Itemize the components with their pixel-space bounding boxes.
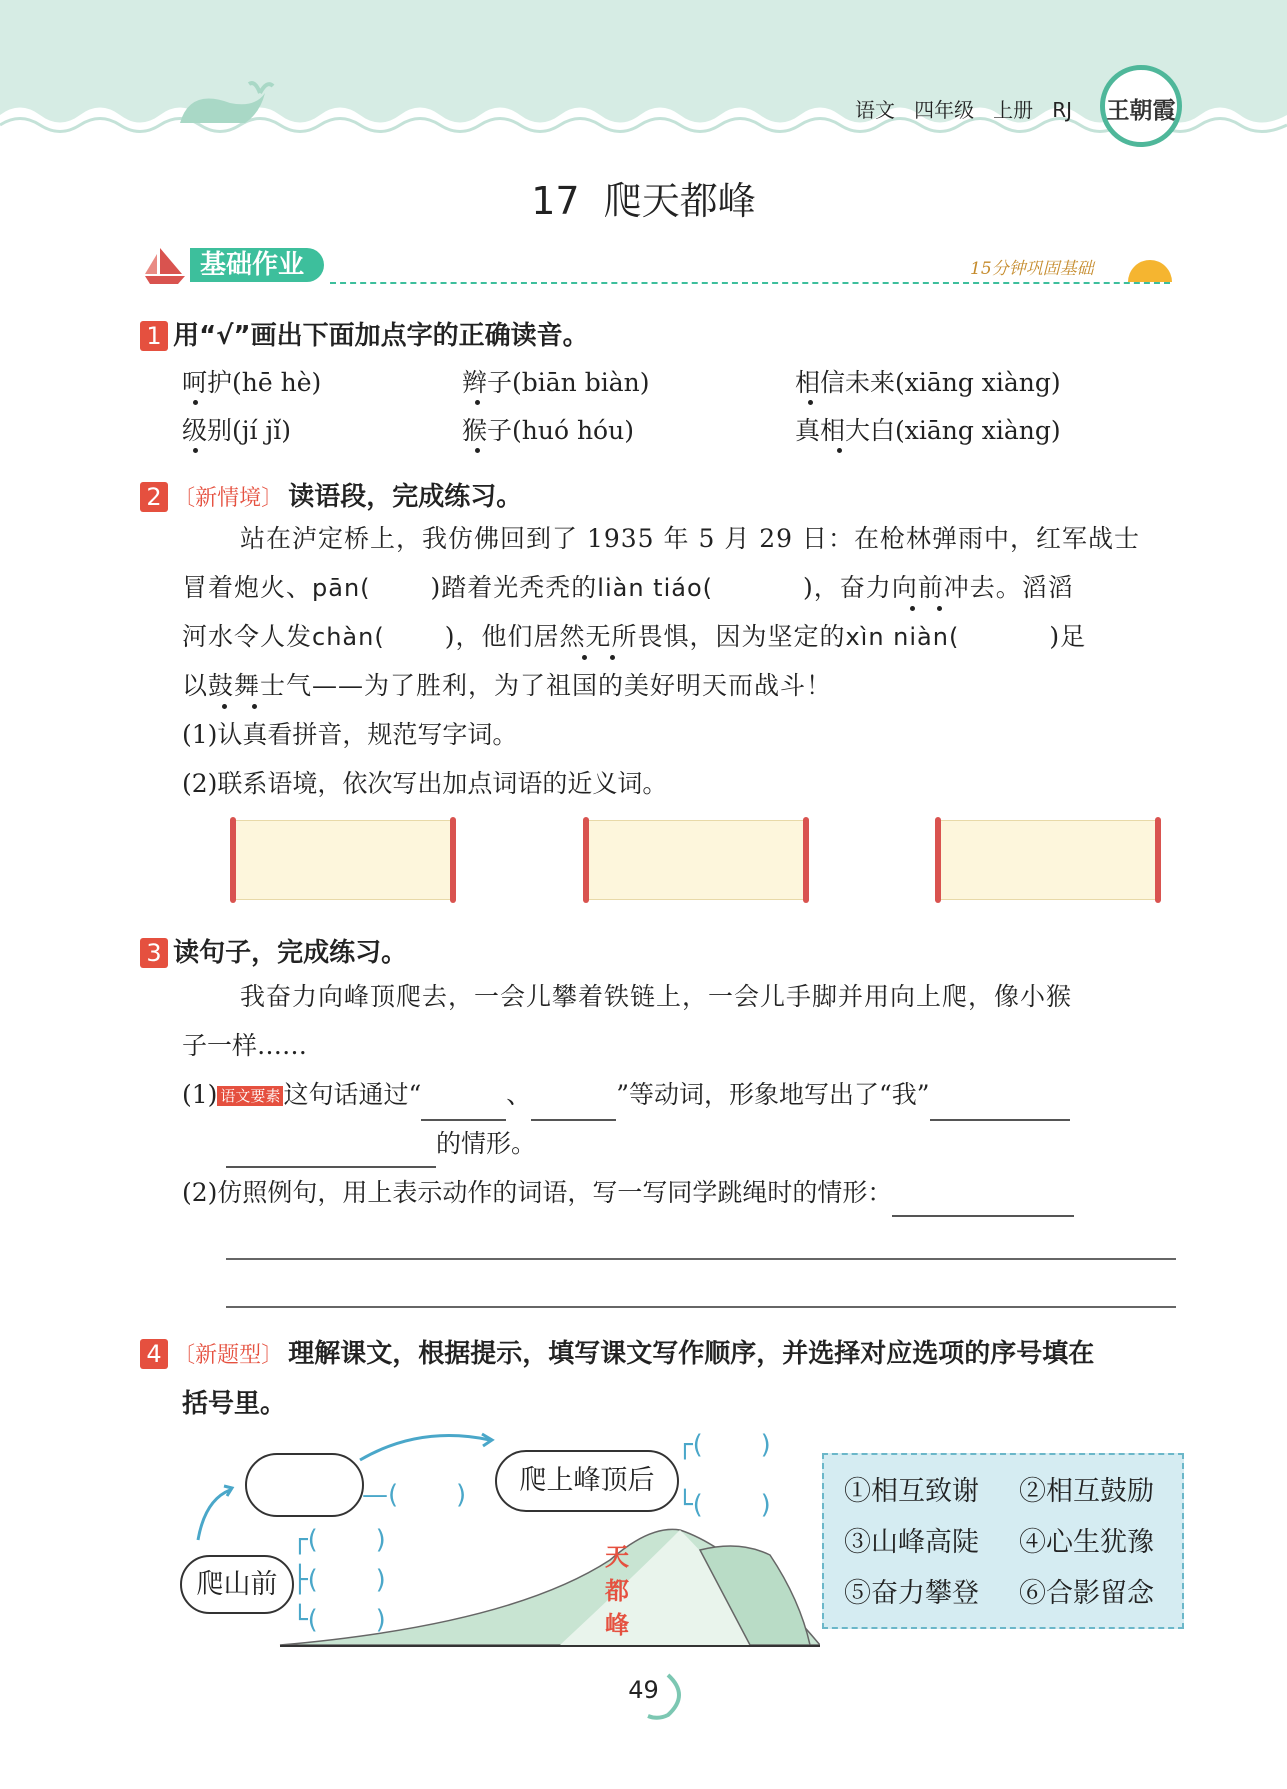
- question-title-cont: 括号里。: [182, 1389, 287, 1419]
- section-header: [140, 246, 1176, 286]
- emphasis-dot: [910, 606, 915, 611]
- lesson-title: 17 爬天都峰: [531, 179, 756, 223]
- option-item: ⑥合影留念: [1019, 1578, 1154, 1609]
- sun-icon: [1125, 254, 1175, 284]
- emphasis-dot: [837, 448, 842, 453]
- volume-label: 上册: [993, 98, 1034, 122]
- emphasis-dot: [475, 448, 480, 453]
- q1-item: 相信未来(xiāng xiàng): [795, 368, 1061, 397]
- answer-scroll[interactable]: [585, 820, 807, 900]
- passage-line: 我奋力向峰顶爬去，一会儿攀着铁链上，一会儿手脚并用向上爬，像小猴: [240, 982, 1073, 1011]
- before-climb-cloud: 爬山前: [180, 1555, 294, 1614]
- answer-paren[interactable]: └( ): [677, 1490, 771, 1520]
- grade-label: 四年级: [914, 98, 975, 122]
- page-number: 49: [628, 1676, 659, 1704]
- answer-paren[interactable]: ┌( ): [292, 1525, 386, 1555]
- option-item: ⑤奋力攀登: [844, 1578, 979, 1609]
- answer-paren[interactable]: └( ): [292, 1605, 386, 1635]
- q1-item: 级别(jí jǐ): [182, 416, 291, 445]
- emphasis-dot: [582, 655, 587, 660]
- question-number: 2: [140, 482, 168, 512]
- empty-cloud[interactable]: [245, 1453, 364, 1517]
- question-title: 读语段，完成练习。: [288, 482, 523, 512]
- question-1: [140, 315, 589, 352]
- sub-question: 的情形。: [226, 1119, 536, 1168]
- passage-line: 站在泸定桥上，我仿佛回到了 1935 年 5 月 29 日：在枪林弹雨中，红军战士: [240, 524, 1141, 553]
- question-title: 读句子，完成练习。: [173, 938, 408, 968]
- emphasis-dot: [222, 704, 227, 709]
- edition-label: RJ: [1052, 98, 1073, 122]
- option-item: ②相互鼓励: [1019, 1476, 1154, 1507]
- emphasis-dot: [610, 655, 615, 660]
- emphasis-dot: [937, 606, 942, 611]
- q1-item: 真相大白(xiāng xiàng): [795, 416, 1061, 445]
- passage-line: 冒着炮火、pān( )踏着光秃秃的liàn tiáo( )，奋力向前冲去。滔滔: [182, 573, 1074, 602]
- section-note: 15分钟巩固基础: [970, 259, 1094, 279]
- question-title: 用“√”画出下面加点字的正确读音。: [173, 321, 589, 351]
- question-title: 理解课文，根据提示，填写课文写作顺序，并选择对应选项的序号填在: [288, 1339, 1095, 1369]
- sub-question: (1)认真看拼音，规范写字词。: [182, 720, 518, 749]
- option-item: ③山峰高陡: [844, 1527, 979, 1558]
- question-3: [140, 932, 407, 969]
- blank-field[interactable]: [531, 1083, 616, 1121]
- blank-field[interactable]: [226, 1130, 436, 1168]
- answer-scroll[interactable]: [937, 820, 1159, 900]
- emphasis-dot: [475, 400, 480, 405]
- after-climb-cloud: 爬上峰顶后: [495, 1450, 679, 1512]
- whale-icon: [175, 78, 275, 128]
- section-divider: [330, 282, 1170, 284]
- passage-line: 河水令人发chàn( )，他们居然无所畏惧，因为坚定的xìn niàn( )足: [182, 622, 1087, 651]
- question-2: [140, 476, 522, 513]
- blank-field[interactable]: [930, 1083, 1070, 1121]
- question-number: 3: [140, 938, 168, 968]
- blank-field[interactable]: [421, 1083, 506, 1121]
- element-badge: 语文要素: [217, 1086, 283, 1106]
- sailboat-icon: [140, 246, 190, 286]
- question-tag: 〔新情境〕: [173, 486, 284, 511]
- question-number: 1: [140, 321, 168, 351]
- option-item: ④心生犹豫: [1019, 1527, 1154, 1558]
- section-label: 基础作业: [190, 248, 324, 282]
- emphasis-dot: [193, 448, 198, 453]
- emphasis-dot: [808, 400, 813, 405]
- answer-paren[interactable]: —( ): [362, 1480, 467, 1510]
- passage-line: 以鼓舞士气——为了胜利，为了祖国的美好明天而战斗！: [182, 671, 833, 700]
- sub-question: (1) 语文要素 这句话通过“ 、 ”等动词，形象地写出了“我”: [182, 1070, 1070, 1121]
- options-box: [822, 1453, 1184, 1629]
- sub-question: (2)仿照例句，用上表示动作的词语，写一写同学跳绳时的情形：: [182, 1168, 1074, 1217]
- emphasis-dot: [252, 704, 257, 709]
- answer-line[interactable]: [226, 1306, 1176, 1308]
- page-header: [0, 0, 1287, 160]
- subject-label: 语文: [855, 98, 895, 122]
- blank-field[interactable]: [892, 1179, 1074, 1217]
- question-4: [140, 1333, 1094, 1370]
- q1-item: 辫子(biān biàn): [462, 368, 650, 397]
- passage-line: 子一样……: [182, 1031, 308, 1060]
- brand-logo: 王朝霞: [1100, 65, 1182, 147]
- q1-item: 猴子(huó hóu): [462, 416, 634, 445]
- question-tag: 〔新题型〕: [173, 1343, 284, 1368]
- answer-line[interactable]: [226, 1258, 1176, 1260]
- q1-item: 呵护(hē hè): [182, 368, 322, 397]
- answer-paren[interactable]: ┌( ): [677, 1430, 771, 1460]
- sub-question: (2)联系语境，依次写出加点词语的近义词。: [182, 769, 668, 798]
- question-number: 4: [140, 1339, 168, 1369]
- option-item: ①相互致谢: [844, 1476, 979, 1507]
- answer-paren[interactable]: ├( ): [292, 1565, 386, 1595]
- emphasis-dot: [193, 400, 198, 405]
- answer-scroll[interactable]: [232, 820, 454, 900]
- mountain-label: 天 都 峰: [605, 1542, 629, 1639]
